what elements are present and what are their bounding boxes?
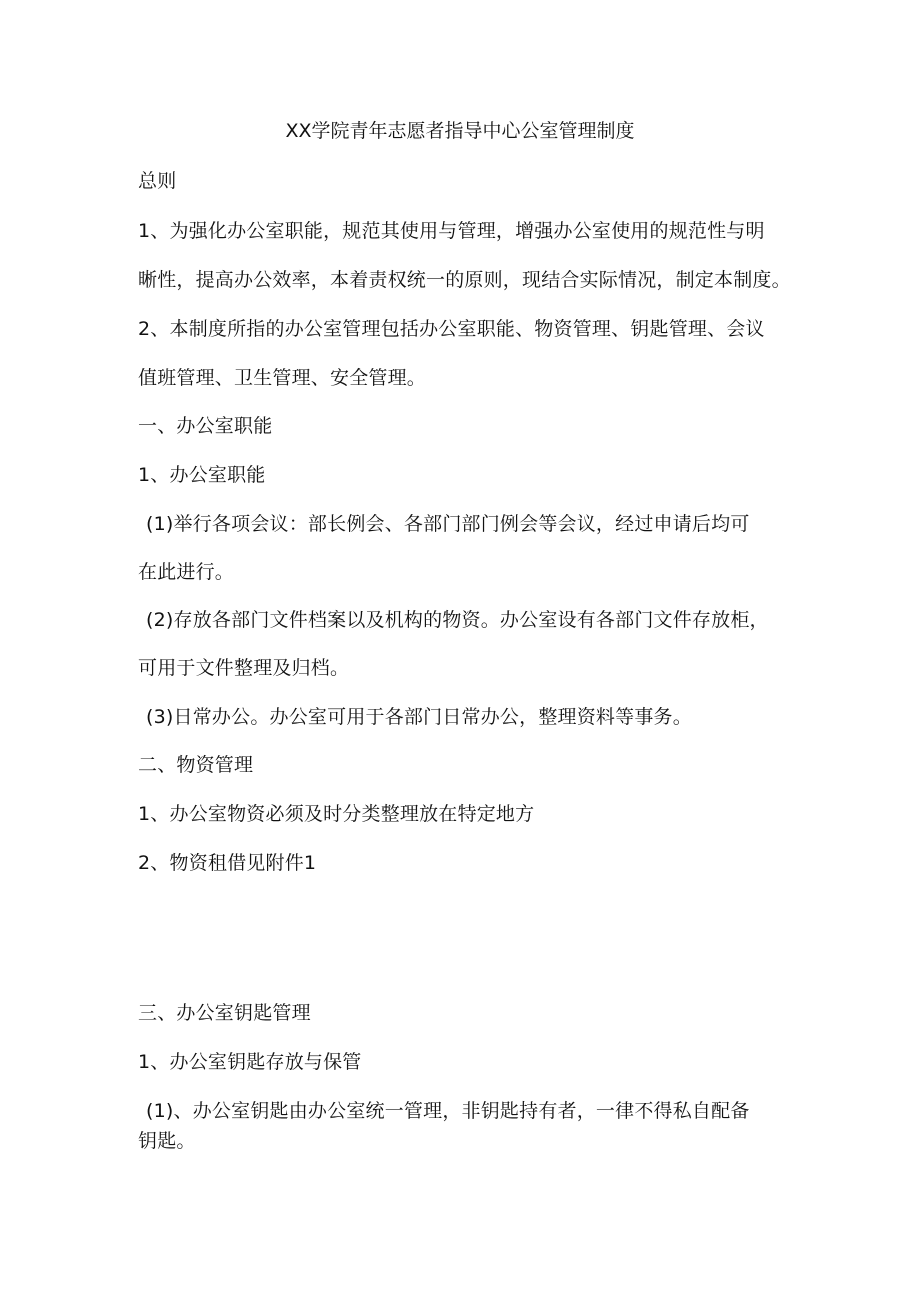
paragraph-line: 2、物资租借见附件1 <box>138 852 317 874</box>
paragraph-line: 值班管理、卫生管理、安全管理。 <box>138 367 427 389</box>
paragraph-line: 1、办公室物资必须及时分类整理放在特定地方 <box>138 803 535 825</box>
paragraph-line: 可用于文件整理及归档。 <box>138 657 350 679</box>
subsection-heading: 1、办公室钥匙存放与保管 <box>138 1051 362 1073</box>
section-general: 总则 <box>138 170 177 192</box>
paragraph-line: (3)日常办公。办公室可用于各部门日常办公，整理资料等事务。 <box>146 706 692 728</box>
paragraph-line: 2、本制度所指的办公室管理包括办公室职能、物资管理、钥匙管理、会议 <box>138 318 765 340</box>
section-heading: 一、办公室职能 <box>138 415 273 437</box>
paragraph-line: 在此进行。 <box>138 561 235 583</box>
paragraph-line: 钥匙。 <box>138 1130 196 1152</box>
document-title: XX学院青年志愿者指导中心公室管理制度 <box>285 120 635 142</box>
paragraph-line: (1)、办公室钥匙由办公室统一管理，非钥匙持有者，一律不得私自配备 <box>146 1100 750 1122</box>
paragraph-line: (1)举行各项会议：部长例会、各部门部门例会等会议，经过申请后均可 <box>146 513 750 535</box>
paragraph-line: (2)存放各部门文件档案以及机构的物资。办公室设有各部门文件存放柜， <box>146 609 769 631</box>
paragraph-line: 晰性，提高办公效率，本着责权统一的原则，现结合实际情况，制定本制度。 <box>138 269 791 291</box>
section-heading: 三、办公室钥匙管理 <box>138 1002 311 1024</box>
paragraph-line: 1、为强化办公室职能，规范其使用与管理，增强办公室使用的规范性与明 <box>138 220 765 242</box>
subsection-heading: 1、办公室职能 <box>138 464 266 486</box>
section-heading: 二、物资管理 <box>138 754 254 776</box>
